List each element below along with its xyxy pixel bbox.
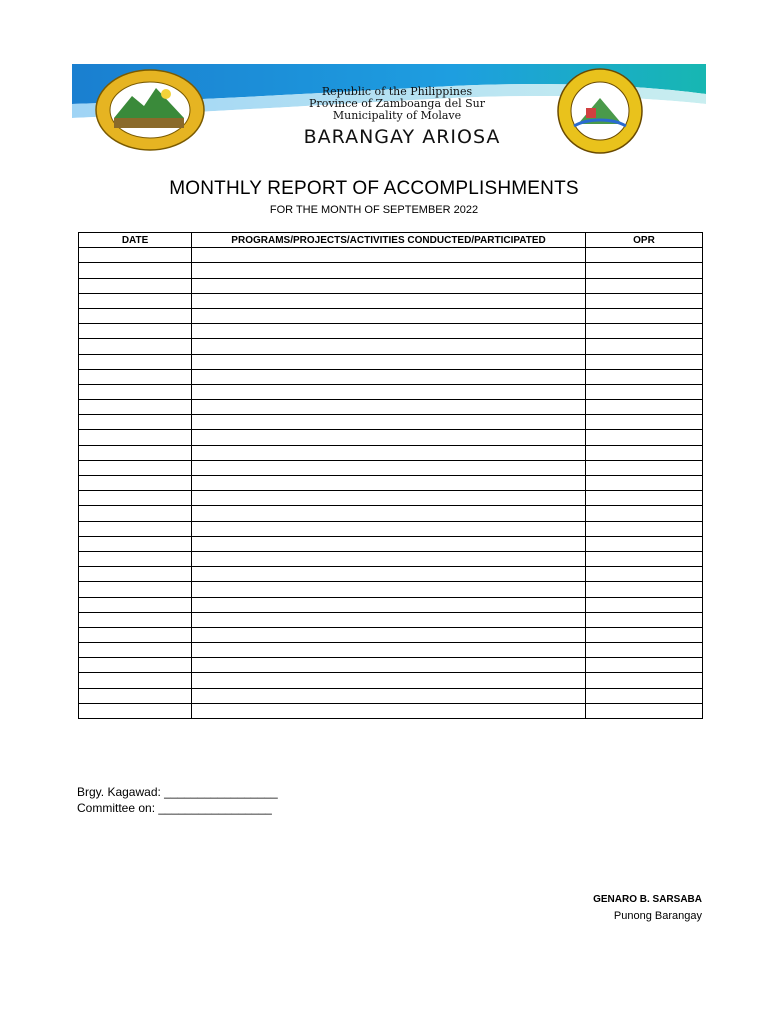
programs-cell [192, 506, 586, 521]
table-row [79, 339, 703, 354]
opr-cell [585, 293, 702, 308]
date-cell [79, 688, 192, 703]
header-line-municipality: Municipality of Molave [332, 109, 462, 123]
programs-cell [192, 627, 586, 642]
date-cell [79, 248, 192, 263]
table-header-row [79, 233, 703, 248]
opr-cell [585, 506, 702, 521]
date-cell [79, 354, 192, 369]
table-row [79, 612, 703, 627]
date-cell [79, 582, 192, 597]
date-cell [79, 703, 192, 718]
opr-cell [585, 430, 702, 445]
programs-cell [192, 308, 586, 323]
date-cell [79, 506, 192, 521]
opr-cell [585, 658, 702, 673]
date-cell [79, 415, 192, 430]
table-row [79, 643, 703, 658]
report-title: MONTHLY REPORT OF ACCOMPLISHMENTS [169, 178, 579, 199]
programs-cell [192, 673, 586, 688]
opr-cell [585, 384, 702, 399]
table-row [79, 400, 703, 415]
opr-cell [585, 308, 702, 323]
table-row [79, 567, 703, 582]
date-cell [79, 369, 192, 384]
programs-cell [192, 263, 586, 278]
programs-cell [192, 400, 586, 415]
date-cell [79, 551, 192, 566]
programs-cell [192, 491, 586, 506]
opr-cell [585, 278, 702, 293]
programs-cell [192, 324, 586, 339]
municipality-seal-logo [552, 68, 648, 154]
programs-cell [192, 703, 586, 718]
date-cell [79, 612, 192, 627]
date-cell [79, 673, 192, 688]
kagawad-field: Brgy. Kagawad: _________________ [77, 785, 278, 799]
programs-cell [192, 278, 586, 293]
column-header-opr: OPR [585, 233, 702, 248]
date-cell [79, 384, 192, 399]
programs-cell [192, 354, 586, 369]
date-cell [79, 430, 192, 445]
table-row [79, 308, 703, 323]
opr-cell [585, 612, 702, 627]
date-cell [79, 567, 192, 582]
table-row [79, 703, 703, 718]
opr-cell [585, 703, 702, 718]
table-row [79, 415, 703, 430]
table-row [79, 354, 703, 369]
programs-cell [192, 521, 586, 536]
table-row [79, 445, 703, 460]
programs-cell [192, 460, 586, 475]
opr-cell [585, 597, 702, 612]
programs-cell [192, 567, 586, 582]
committee-field: Committee on: _________________ [77, 801, 272, 815]
programs-cell [192, 612, 586, 627]
table-row [79, 658, 703, 673]
table-row [79, 278, 703, 293]
opr-cell [585, 551, 702, 566]
table-row [79, 551, 703, 566]
date-cell [79, 597, 192, 612]
programs-cell [192, 536, 586, 551]
date-cell [79, 308, 192, 323]
table-row [79, 476, 703, 491]
date-cell [79, 293, 192, 308]
date-cell [79, 643, 192, 658]
date-cell [79, 445, 192, 460]
header-line-republic: Republic of the Philippines [321, 85, 473, 98]
table-row [79, 627, 703, 642]
opr-cell [585, 521, 702, 536]
table-row [79, 293, 703, 308]
barangay-seal-logo [94, 68, 206, 152]
opr-cell [585, 582, 702, 597]
table-body [79, 248, 703, 719]
table-row [79, 263, 703, 278]
header-barangay-title: BARANGAY ARIOSA [303, 126, 501, 148]
column-header-programs: PROGRAMS/PROJECTS/ACTIVITIES CONDUCTED/PARTICIPATED [192, 233, 586, 248]
header-line-province: Province of Zamboanga del Sur [309, 97, 485, 111]
opr-cell [585, 415, 702, 430]
opr-cell [585, 445, 702, 460]
date-cell [79, 658, 192, 673]
date-cell [79, 263, 192, 278]
opr-cell [585, 263, 702, 278]
date-cell [79, 627, 192, 642]
opr-cell [585, 460, 702, 475]
table-row [79, 384, 703, 399]
programs-cell [192, 445, 586, 460]
header-banner [72, 64, 706, 156]
signatory-name: GENARO B. SARSABA [593, 894, 702, 905]
table-row [79, 324, 703, 339]
programs-cell [192, 476, 586, 491]
opr-cell [585, 491, 702, 506]
table-row [79, 597, 703, 612]
date-cell [79, 400, 192, 415]
table-row [79, 582, 703, 597]
column-header-date: DATE [79, 233, 192, 248]
table-row [79, 491, 703, 506]
table-row [79, 688, 703, 703]
opr-cell [585, 627, 702, 642]
date-cell [79, 339, 192, 354]
programs-cell [192, 597, 586, 612]
opr-cell [585, 643, 702, 658]
header-text-block [242, 86, 552, 122]
opr-cell [585, 400, 702, 415]
programs-cell [192, 643, 586, 658]
opr-cell [585, 476, 702, 491]
opr-cell [585, 354, 702, 369]
signatory-role: Punong Barangay [613, 910, 702, 922]
programs-cell [192, 551, 586, 566]
accomplishments-table [78, 232, 703, 719]
programs-cell [192, 688, 586, 703]
opr-cell [585, 673, 702, 688]
programs-cell [192, 339, 586, 354]
programs-cell [192, 658, 586, 673]
table-row [79, 536, 703, 551]
date-cell [79, 536, 192, 551]
programs-cell [192, 415, 586, 430]
date-cell [79, 278, 192, 293]
programs-cell [192, 582, 586, 597]
opr-cell [585, 324, 702, 339]
date-cell [79, 521, 192, 536]
date-cell [79, 460, 192, 475]
date-cell [79, 491, 192, 506]
opr-cell [585, 536, 702, 551]
opr-cell [585, 688, 702, 703]
programs-cell [192, 384, 586, 399]
table-row [79, 506, 703, 521]
date-cell [79, 324, 192, 339]
programs-cell [192, 293, 586, 308]
table-row [79, 673, 703, 688]
programs-cell [192, 248, 586, 263]
table-row [79, 521, 703, 536]
opr-cell [585, 248, 702, 263]
table-row [79, 369, 703, 384]
date-cell [79, 476, 192, 491]
opr-cell [585, 369, 702, 384]
table-row [79, 460, 703, 475]
opr-cell [585, 567, 702, 582]
table-row [79, 430, 703, 445]
report-subtitle: FOR THE MONTH OF SEPTEMBER 2022 [269, 204, 479, 216]
table-row [79, 248, 703, 263]
opr-cell [585, 339, 702, 354]
programs-cell [192, 430, 586, 445]
programs-cell [192, 369, 586, 384]
